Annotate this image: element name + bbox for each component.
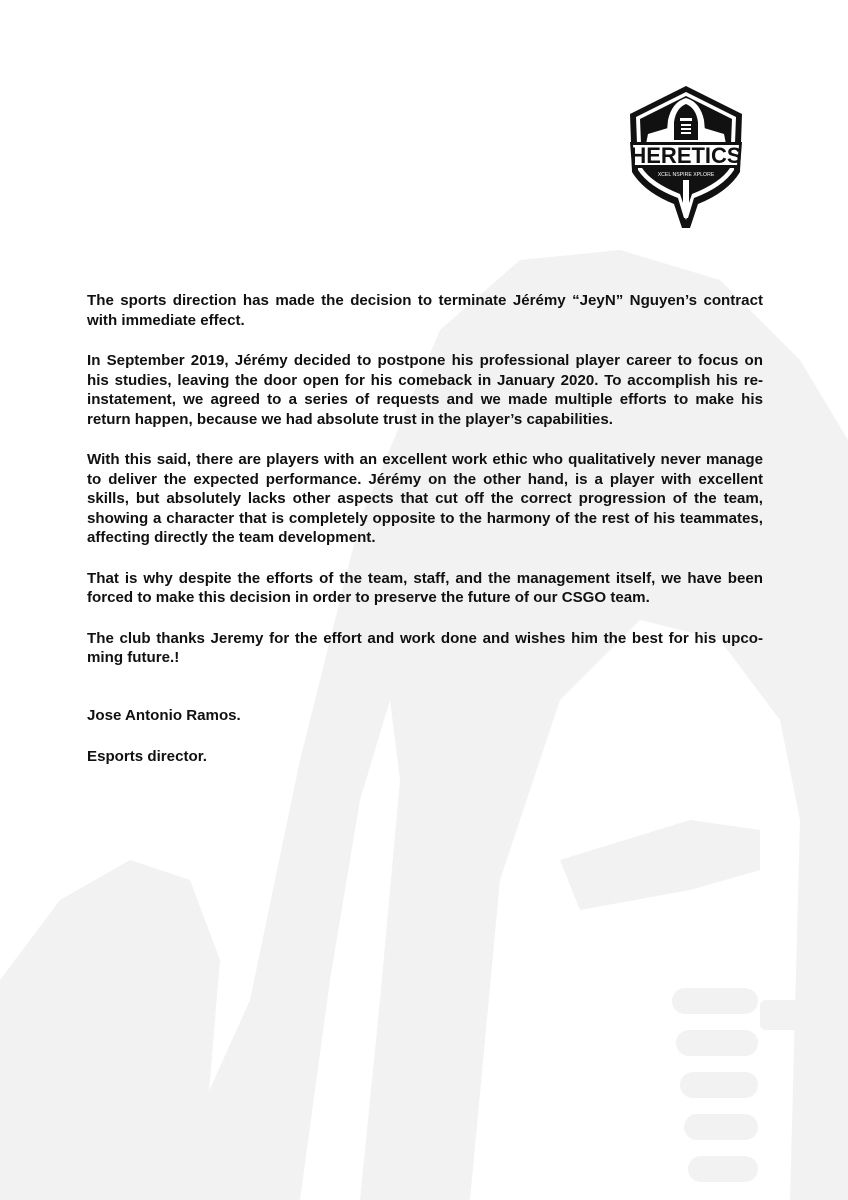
paragraph-decision: That is why despite the efforts of the team, staff, and the management itself, we have been forced to make this decision in order to preserve the future of our CSGO team. xyxy=(87,569,763,606)
logo-wordmark: HERETICS xyxy=(630,143,742,168)
signatory-title: Esports director. xyxy=(87,747,207,765)
signature-block xyxy=(87,706,241,787)
paragraph-thanks: The club thanks Jeremy for the effort and work done and wishes him the best for his upco-ming future.! xyxy=(87,629,763,666)
heretics-logo xyxy=(628,84,744,230)
paragraph-background: In September 2019, Jérémy decided to postpone his professional player career to focus on his studies, leaving the door open for his comeback in January 2020. To accomplish his re-instatement, we agreed to a series of requests and we made multiple efforts to make his return happen, because we had absolute trust in the player’s capabilities. xyxy=(87,352,763,428)
logo-tagline: XCEL NSPIRE XPLORE xyxy=(657,172,715,178)
paragraph-termination: The sports direction has made the decision to terminate Jérémy “JeyN” Nguyen’s contract with immediate effect. xyxy=(87,292,763,329)
letter-body xyxy=(87,291,763,689)
signatory-name: Jose Antonio Ramos. xyxy=(87,707,241,724)
paragraph-reasoning: With this said, there are players with an excellent work ethic who qualitatively never manage to deliver the expected performance. Jérémy on the other hand, is a player with excellent skills, but absolutely lacks other aspects that cut off the correct progression of the team, showing a character that is completely opposite to the harmony of the rest of his teammates, affecting directly the team development. xyxy=(87,451,763,546)
